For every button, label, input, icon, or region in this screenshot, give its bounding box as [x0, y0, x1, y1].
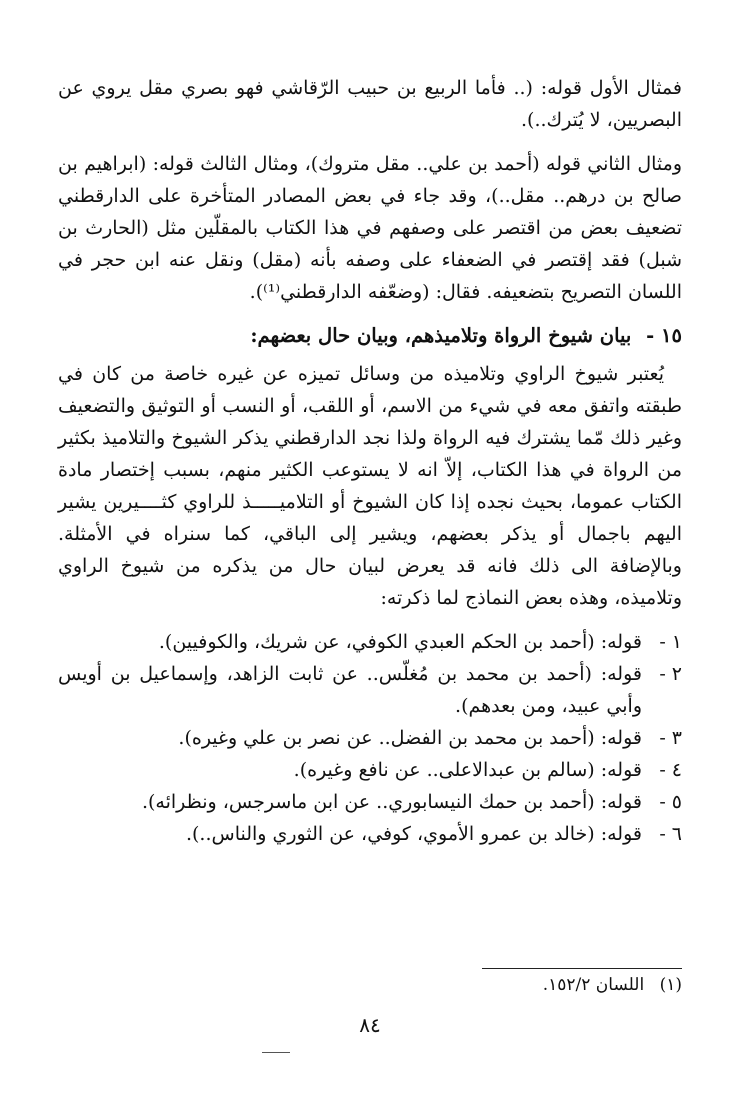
list-item-number: ٤ -: [659, 759, 682, 781]
footnote: [58, 972, 682, 998]
examples-list: [58, 626, 682, 850]
list-item-number: ٣ -: [659, 727, 682, 749]
list-item-number: ٥ -: [659, 791, 682, 813]
footnote-mark: (١): [659, 975, 682, 995]
paragraph-examples-second-third: ومثال الثاني قوله (أحمد بن علي.. مقل متروك)، ومثال الثالث قوله: (ابراهيم بن صالح بن درهم.. مقل..)، وقد جاء في بعض المصادر المتأخرة على الدارقطني تضعيف بعض من اقتصر على وصفهم في هذا الكتاب بالمقلّين مثل (الحارث بن شبل) فقد إقتصر في الضعفاء على وصفه بأنه (مقل) ونقل عنه ابن حجر في اللسان التصريح بتضعيفه. فقال: (وضعّفه الدارقطني⁽¹⁾).: [58, 153, 682, 303]
section-title: بيان شيوخ الرواة وتلاميذهم، وبيان حال بعضهم:: [250, 324, 632, 347]
footnote-divider: [482, 968, 682, 969]
list-item-number: ٢ -: [659, 663, 682, 685]
list-item-text: قوله: (أحمد بن الحكم العبدي الكوفي، عن شريك، والكوفيين).: [158, 631, 642, 653]
list-item: [58, 658, 682, 722]
paragraph-teachers-students: يُعتبر شيوخ الراوي وتلاميذه من وسائل تميزه عن غيره خاصة من كان في طبقته واتفق معه في شيء من الاسم، أو اللقب، أو النسب أو التوثيق والتضعيف وغير ذلك مّما يشترك فيه الرواة ولذا نجد الدارقطني يذكر الشيوخ والتلاميذ بكثير من الرواة في هذا الكتاب، إلاّ انه لا يستوعب الكثير منهم، بسبب إختصار مادة الكتاب عموما، بحيث نجده إذا كان الشيوخ أو التلاميـــــذ للراوي كثــــيرين يشير اليهم باجمال أو يذكر بعضهم، ويشير إلى الباقي، كما سنراه في الأمثلة. وبالإضافة الى ذلك فانه قد يعرض لبيان حال من يذكره من شيوخ الراوي وتلاميذه، وهذه بعض النماذج لما ذكرته:: [58, 363, 682, 609]
list-item-text: قوله: (أحمد بن محمد بن الفضل.. عن نصر بن علي وغيره).: [178, 727, 642, 749]
bottom-divider: [262, 1052, 290, 1053]
list-item-text: قوله: (سالم بن عبدالاعلى.. عن نافع وغيره).: [293, 759, 642, 781]
list-item: [58, 786, 682, 818]
footnote-text: اللسان ١٥٢/٢.: [542, 975, 645, 995]
list-item: [58, 626, 682, 658]
page-body: [58, 72, 682, 850]
paragraph-examples-first: فمثال الأول قوله: (.. فأما الربيع بن حبيب الرّقاشي فهو بصري مقل يروي عن البصريين، لا يُترك..).: [58, 77, 682, 131]
list-item-number: ٦ -: [659, 823, 682, 845]
list-item: [58, 754, 682, 786]
section-heading: [58, 320, 682, 352]
list-item: [58, 818, 682, 850]
page-number: ٨٤: [359, 1013, 381, 1037]
list-item-text: قوله: (أحمد بن محمد بن مُغلّس.. عن ثابت الزاهد، وإسماعيل بن أويس وأبي عبيد، ومن بعدهم).: [58, 663, 642, 717]
list-item-text: قوله: (خالد بن عمرو الأموي، كوفي، عن الثوري والناس..).: [185, 823, 642, 845]
list-item: [58, 722, 682, 754]
list-item-number: ١ -: [659, 631, 682, 653]
list-item-text: قوله: (أحمد بن حمك النيسابوري.. عن ابن ماسرجس، ونظرائه).: [141, 791, 642, 813]
section-number: ١٥ -: [646, 324, 682, 347]
